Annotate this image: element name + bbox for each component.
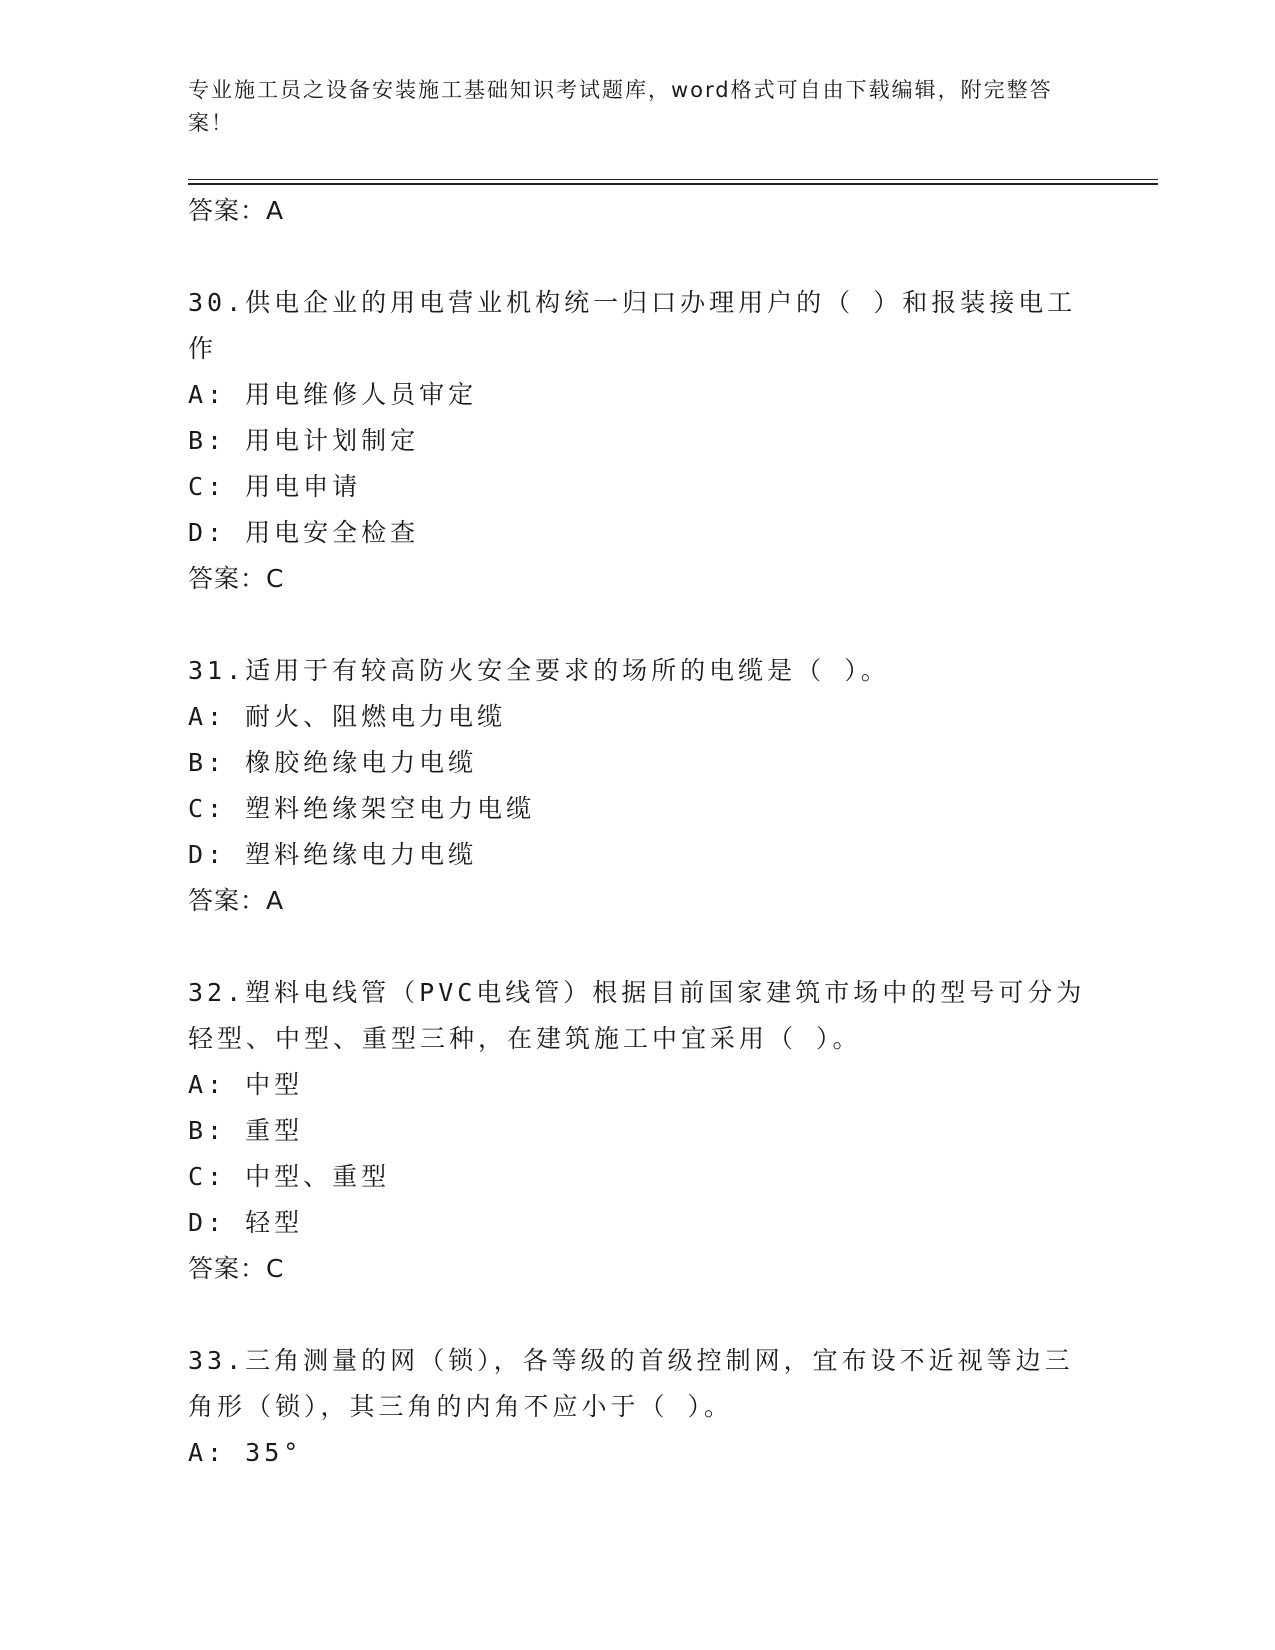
header-divider-thin (188, 179, 1158, 180)
document-body (188, 188, 1088, 1476)
option-b: B: 重型 (188, 1116, 304, 1145)
option-a: A: 中型 (188, 1070, 304, 1099)
option-b: B: 橡胶绝缘电力电缆 (188, 748, 478, 777)
option-d: D: 轻型 (188, 1208, 304, 1237)
question-33 (188, 1338, 1088, 1476)
option-b: B: 用电计划制定 (188, 426, 420, 455)
answer-line: 答案：C (188, 1254, 285, 1283)
option-a: A: 35° (188, 1438, 303, 1467)
answer-line: 答案：C (188, 564, 285, 593)
answer-line: 答案：A (188, 886, 285, 915)
question-stem: 33.三角测量的网（锁），各等级的首级控制网，宜布设不近视等边三角形（锁），其三角的内角不应小于（ ）。 (188, 1346, 1074, 1421)
question-stem: 32.塑料电线管（PVC电线管）根据目前国家建筑市场中的型号可分为轻型、中型、重型三种，在建筑施工中宜采用（ ）。 (188, 978, 1086, 1053)
option-a: A: 用电维修人员审定 (188, 380, 478, 409)
option-d: D: 用电安全检查 (188, 518, 420, 547)
question-stem: 31.适用于有较高防火安全要求的场所的电缆是（ ）。 (188, 656, 890, 685)
option-a: A: 耐火、阻燃电力电缆 (188, 702, 507, 731)
question-31 (188, 648, 1088, 924)
question-32 (188, 970, 1088, 1292)
answer-line: 答案：A (188, 196, 285, 225)
option-c: C: 中型、重型 (188, 1162, 391, 1191)
header-divider-thick (188, 183, 1158, 185)
question-30 (188, 280, 1088, 602)
option-c: C: 塑料绝缘架空电力电缆 (188, 794, 536, 823)
option-d: D: 塑料绝缘电力电缆 (188, 840, 478, 869)
question-stem: 30.供电企业的用电营业机构统一归口办理用户的（ ）和报装接电工作 (188, 288, 1077, 363)
document-header: 专业施工员之设备安装施工基础知识考试题库，word格式可自由下载编辑，附完整答案！ (188, 78, 1053, 135)
option-c: C: 用电申请 (188, 472, 362, 501)
